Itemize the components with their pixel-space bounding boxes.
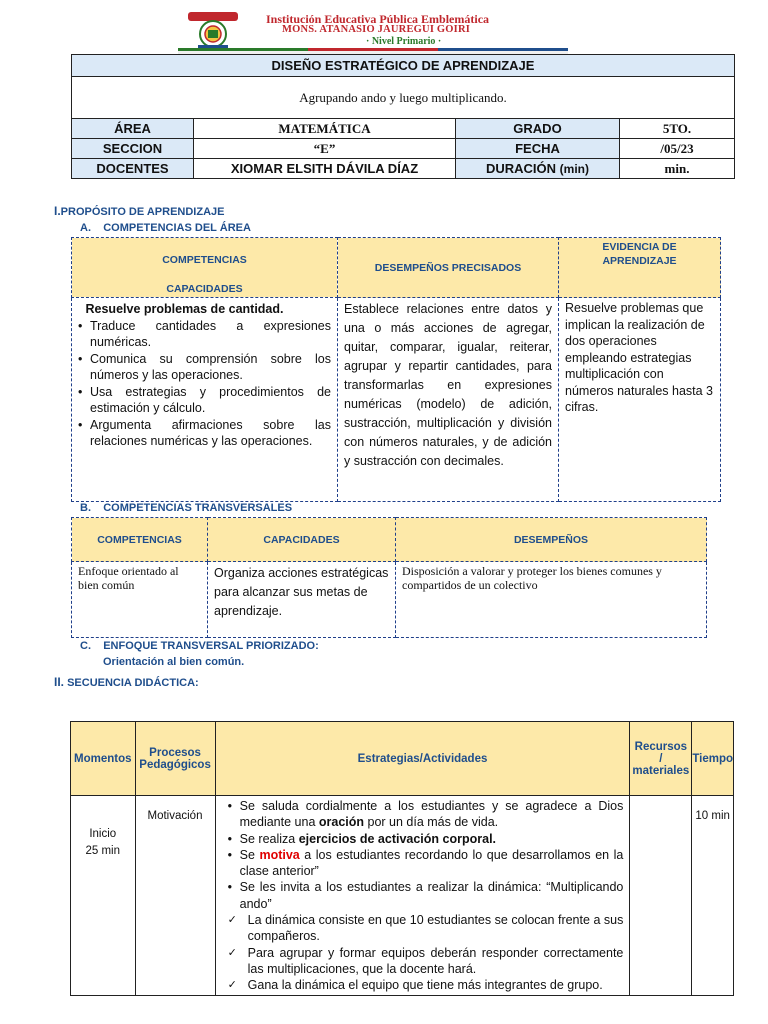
activity-text: Se [239, 847, 260, 862]
capacidades-list [78, 318, 331, 450]
activity-highlight: motiva [259, 847, 300, 862]
comp-header-competencias: COMPETENCIAS [162, 254, 247, 266]
trans-header-desempenos: DESEMPEÑOS [396, 518, 707, 562]
title-table [71, 54, 735, 179]
duracion-unit: (min) [559, 162, 589, 176]
seq-header-recursos: Recursos / materiales [630, 722, 692, 796]
fecha-label: FECHA [456, 139, 620, 159]
seq-header-momentos: Momentos [71, 722, 136, 796]
institution-level: · Nivel Primario · [366, 36, 442, 47]
duracion-label [456, 159, 620, 179]
lesson-title: Agrupando ando y luego multiplicando. [72, 77, 735, 119]
docentes-label: DOCENTES [72, 159, 194, 179]
transversales-table [71, 517, 707, 638]
capacidad-item: • Comunica su comprensión sobre los números y las operaciones. [78, 351, 331, 384]
enfoque-priorizado: Orientación al bien común. [103, 656, 245, 668]
activity-item: • Se les invita a los estudiantes a realizar la dinámica: “Multiplicando ando” [226, 879, 624, 912]
section-2-title: SECUENCIA DIDÁCTICA: [67, 677, 199, 689]
docentes-value: XIOMAR ELSITH DÁVILA DÍAZ [194, 159, 456, 179]
area-value: MATEMÁTICA [194, 119, 456, 139]
secuencia-table [70, 721, 734, 996]
activity-check-item: ✓ La dinámica consiste en que 10 estudiantes se colocan frente a sus compañeros. [226, 912, 624, 945]
seccion-value: “E” [194, 139, 456, 159]
seq-header-procesos: Procesos Pedagógicos [135, 722, 215, 796]
institution-banner [178, 8, 568, 52]
momento-name: Inicio [89, 828, 117, 840]
capacidad-item: • Argumenta afirmaciones sobre las relaciones numéricas y las operaciones. [78, 417, 331, 450]
momento-cell [71, 796, 136, 996]
grado-label: GRADO [456, 119, 620, 139]
trans-competencia: Enfoque orientado al bien común [72, 562, 208, 638]
capacidad-item: • Traduce cantidades a expresiones numéricas. [78, 318, 331, 351]
grado-value: 5TO. [620, 119, 735, 139]
activity-item [226, 798, 624, 831]
trans-desempeno: Disposición a valorar y proteger los bienes comunes y compartidos de un colectivo [396, 562, 707, 638]
proceso-pedagogico: Motivación [135, 796, 215, 996]
activity-bold: ejercicios de activación corporal. [298, 831, 497, 846]
estrategias-cell [215, 796, 630, 996]
capacidad-item: • Usa estrategias y procedimientos de estimación y cálculo. [78, 384, 331, 417]
momento-time: 25 min [85, 845, 121, 857]
duracion-label-text: DURACIÓN [485, 161, 557, 176]
activity-check-item: ✓ Para agrupar y formar equipos deberán responder correctamente las multiplicaciones, que la docente hará. [226, 945, 624, 978]
trans-header-capacidades: CAPACIDADES [208, 518, 396, 562]
seq-header-estrategias: Estrategias/Actividades [215, 722, 630, 796]
competencias-table [71, 237, 721, 502]
seq-header-tiempo: Tiempo [692, 722, 734, 796]
trans-capacidad: Organiza acciones estratégicas para alcanzar sus metas de aprendizaje. [208, 562, 396, 638]
recursos-cell [630, 796, 692, 996]
comp-capacidades-cell [72, 298, 338, 502]
section-1-heading [54, 204, 224, 218]
tiempo-value: 10 min [692, 796, 734, 996]
trans-header-competencias: COMPETENCIAS [72, 518, 208, 562]
activity-check-item: ✓ Gana la dinámica el equipo que tiene más integrantes de grupo. [226, 977, 624, 993]
comp-header-evidencia: EVIDENCIA DE APRENDIZAJE [559, 238, 721, 298]
activity-bold: oración [318, 815, 365, 830]
section-2-number: II. [54, 675, 65, 689]
section-2-heading [54, 675, 199, 689]
section-1a-heading: A. COMPETENCIAS DEL ÁREA [80, 222, 251, 234]
desempeno-precisado: Establece relaciones entre datos y una o más acciones de agregar, quitar, comparar, igualar, reiterar, agrupar y repartir cantidades, para transformarlas en expresiones numéricas (modelo) de adición, sustracción, multiplicación y división con números naturales, y de adición y sustracción con decimales. [338, 298, 559, 502]
section-1-number: I. [54, 204, 61, 218]
activity-item [226, 831, 624, 847]
school-logo-icon [184, 10, 242, 50]
section-1c-heading: C. ENFOQUE TRANSVERSAL PRIORIZADO: [80, 640, 319, 652]
institution-subtitle: MONS. ATANASIO JAUREGUI GOIRI [282, 24, 471, 35]
duracion-value: min. [620, 159, 735, 179]
area-label: ÁREA [72, 119, 194, 139]
seccion-label: SECCION [72, 139, 194, 159]
evidencia-aprendizaje: Resuelve problemas que implican la realización de dos operaciones empleando estrategias multiplicación con números naturales hasta 3 cifras. [559, 298, 721, 502]
activity-text: por un día más de vida. [364, 815, 499, 830]
activity-text: a los estudiantes recordando lo que desarrollamos en la clase anterior” [239, 847, 624, 879]
comp-header-capacidades: CAPACIDADES [166, 283, 243, 295]
activity-text: Se saluda cordialmente a los estudiantes y se agradece a Dios mediante una [239, 799, 624, 830]
comp-header-desempenos: DESEMPEÑOS PRECISADOS [338, 238, 559, 298]
section-1-title: PROPÓSITO DE APRENDIZAJE [60, 206, 225, 218]
competencia-name: Resuelve problemas de cantidad. [85, 302, 284, 316]
activity-item [226, 847, 624, 880]
activity-text: Se realiza [239, 831, 299, 846]
comp-header-cell [72, 238, 338, 298]
institution-name: Institución Educativa Pública Emblemática [266, 12, 490, 26]
document-heading: DISEÑO ESTRATÉGICO DE APRENDIZAJE [72, 55, 735, 77]
fecha-value: /05/23 [620, 139, 735, 159]
section-1b-heading: B. COMPETENCIAS TRANSVERSALES [80, 502, 293, 514]
